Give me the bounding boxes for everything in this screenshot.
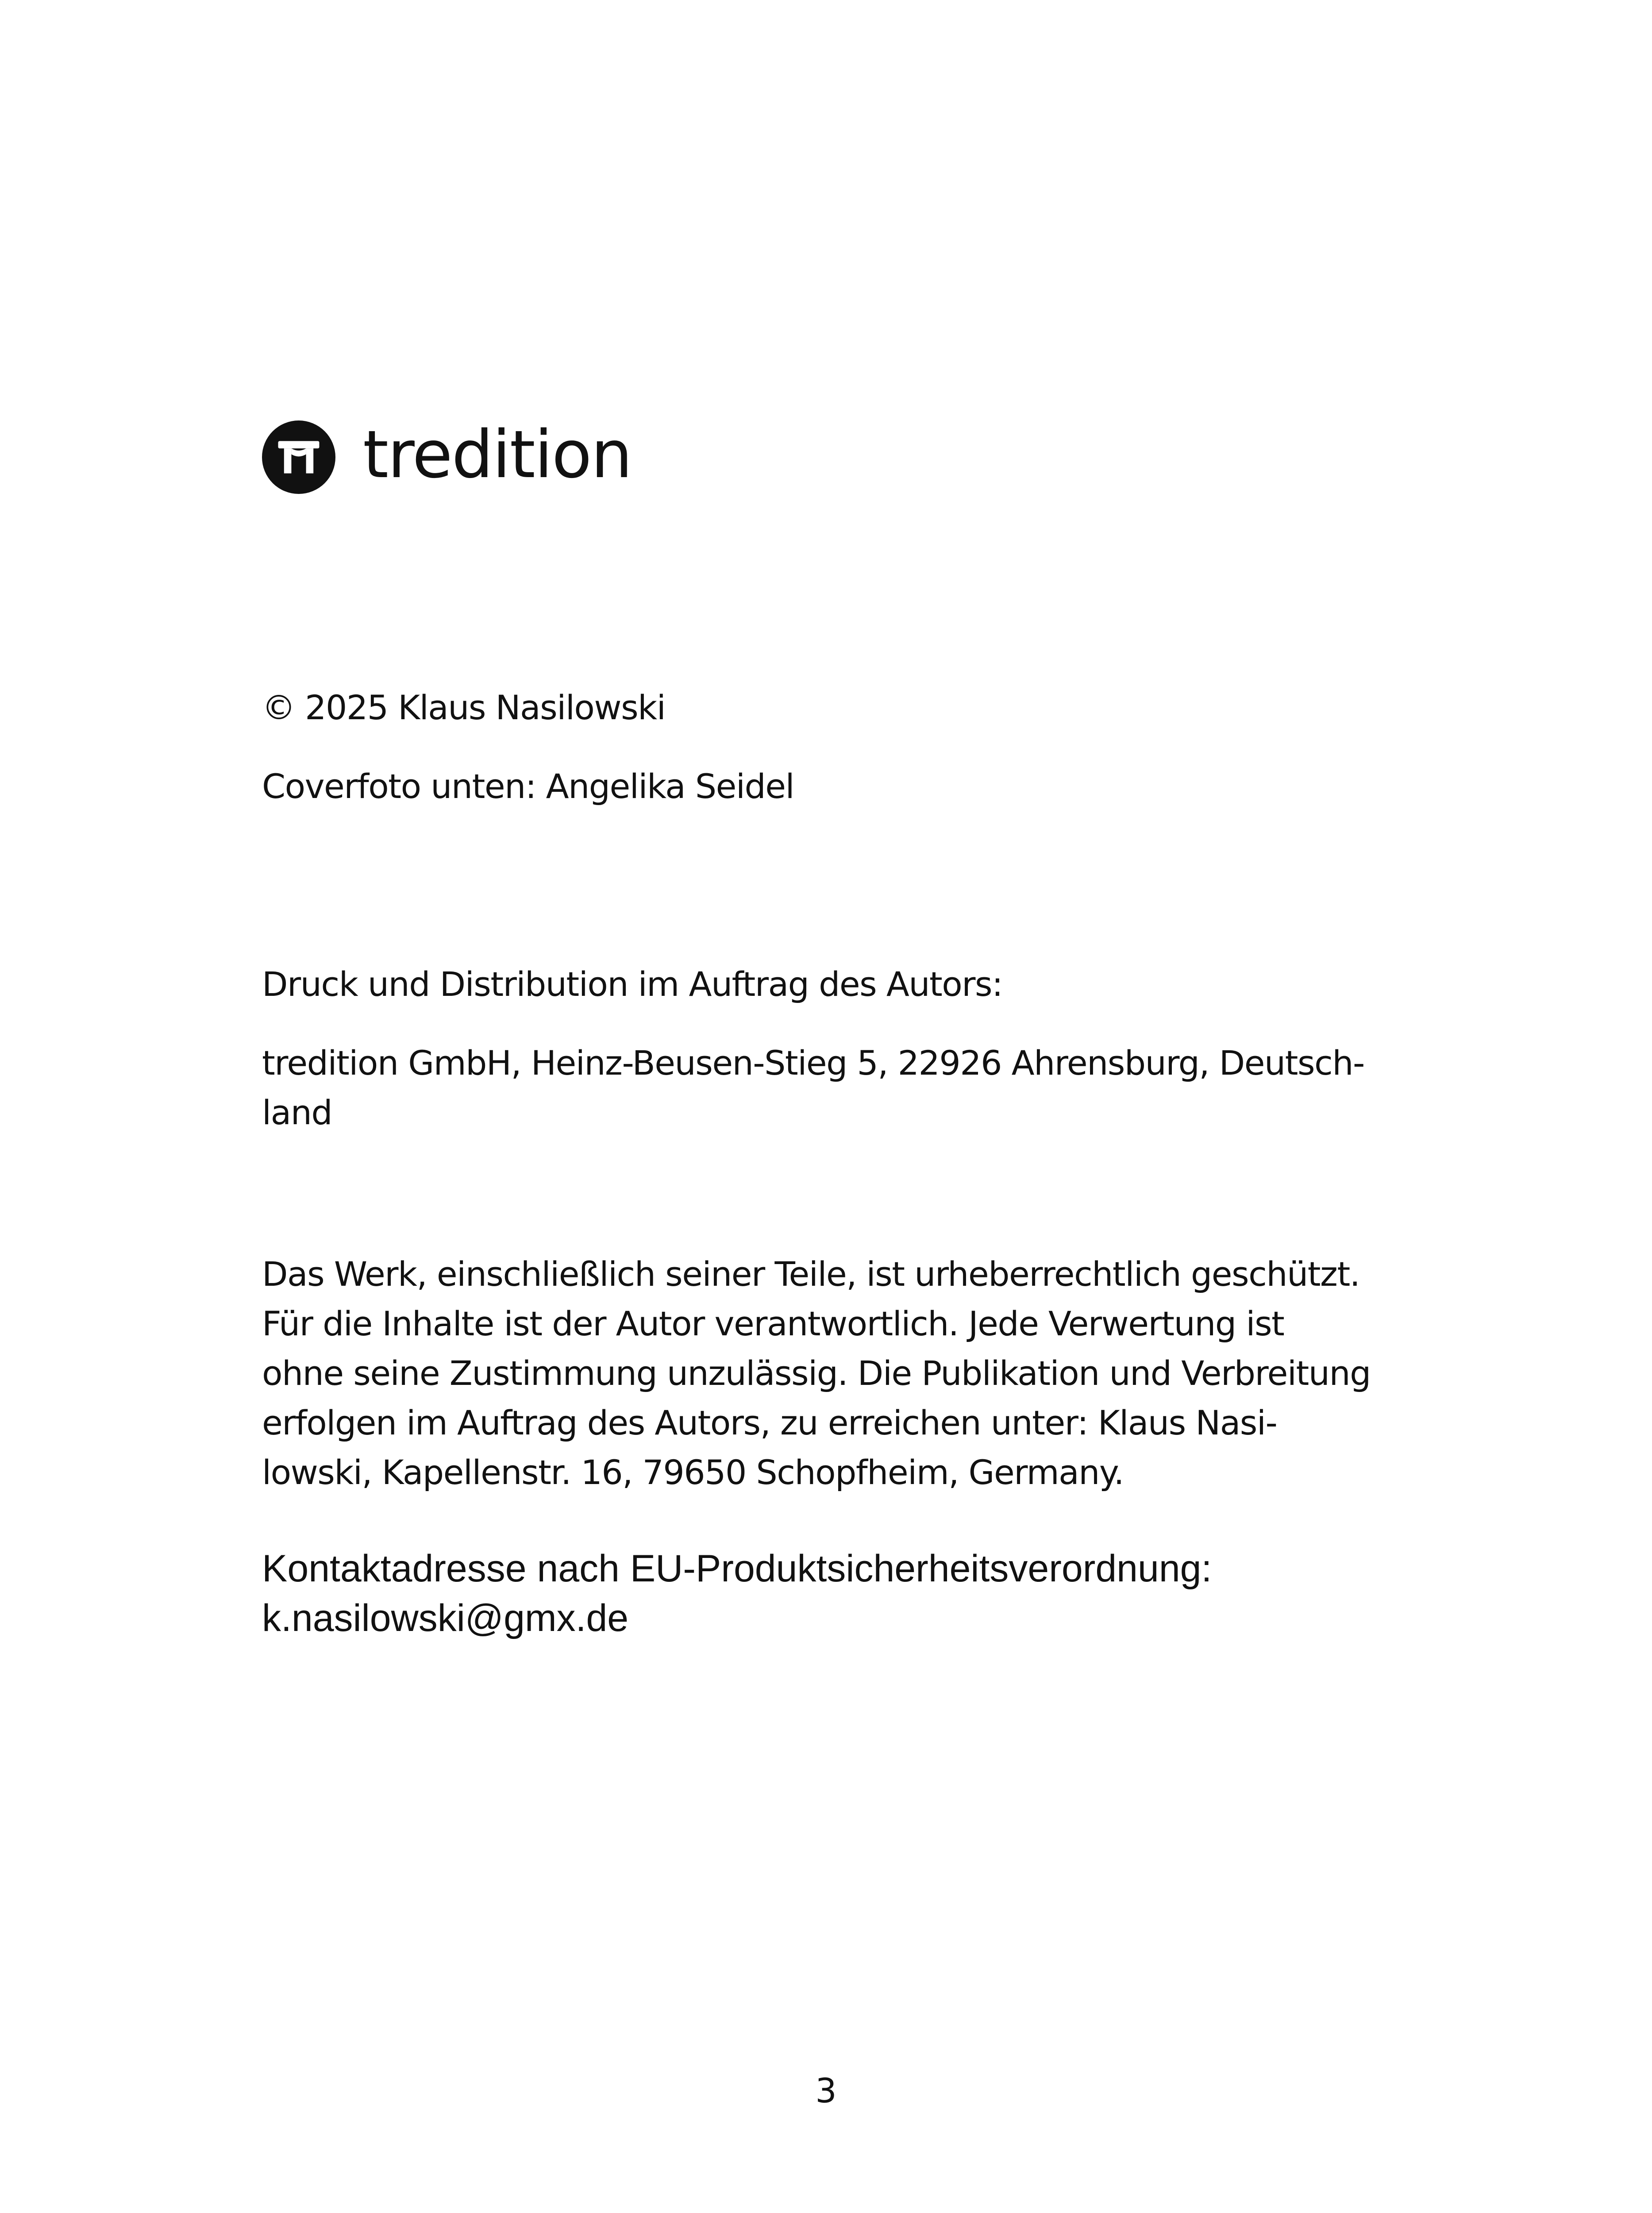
contact-info [262, 1544, 1421, 1643]
publisher-logo-text: tredition [363, 416, 632, 493]
publisher-logo [262, 416, 632, 495]
publisher-address-line: tredition GmbH, Heinz-Beusen-Stieg 5, 22926 Ahrensburg, Deutsch- [262, 1043, 1364, 1083]
publisher-address [262, 1038, 1395, 1137]
publisher-address-line: land [262, 1093, 332, 1132]
legal-notice-line: ohne seine Zustimmung unzulässig. Die Publikation und Verbreitung [262, 1353, 1371, 1393]
legal-notice-line: Für die Inhalte ist der Autor verantwortlich. Jede Verwertung ist [262, 1304, 1284, 1343]
legal-notice-line: lowski, Kapellenstr. 16, 79650 Schopfheim, Germany. [262, 1453, 1124, 1492]
legal-notice [262, 1249, 1395, 1497]
page-number: 3 [815, 2071, 837, 2110]
cover-photo-credit: Coverfoto unten: Angelika Seidel [262, 767, 794, 806]
tredition-logo-icon [262, 420, 335, 494]
legal-notice-line: Das Werk, einschließlich seiner Teile, ist urheberrechtlich geschützt. [262, 1254, 1360, 1294]
copyright-notice: © 2025 Klaus Nasilowski [262, 688, 666, 727]
legal-notice-line: erfolgen im Auftrag des Autors, zu erreichen unter: Klaus Nasi- [262, 1403, 1277, 1442]
contact-email: k.nasilowski@gmx.de [262, 1597, 629, 1639]
distribution-heading: Druck und Distribution im Auftrag des Autors: [262, 964, 1003, 1004]
contact-label: Kontaktadresse nach EU-Produktsicherheitsverordnung: [262, 1547, 1212, 1590]
